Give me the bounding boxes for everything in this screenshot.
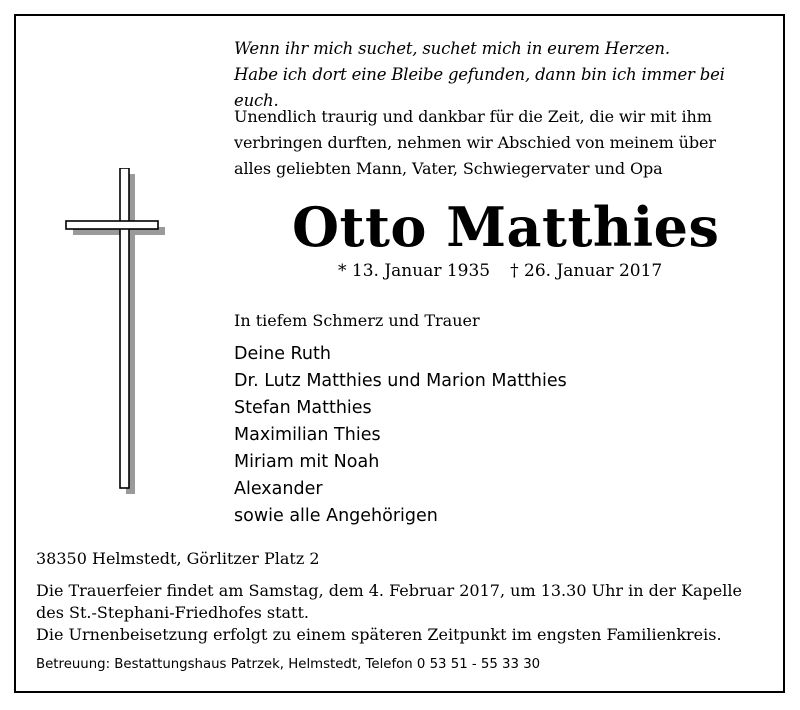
family-member: Alexander: [234, 479, 323, 499]
intro-line: Unendlich traurig und dankbar für die Zeit, die wir mit ihm: [234, 107, 712, 126]
birth-date: * 13. Januar 1935: [338, 261, 491, 281]
poem-line: Habe ich dort eine Bleibe gefunden, dann bin ich immer bei euch.: [234, 65, 725, 110]
mourning-text: In tiefem Schmerz und Trauer: [234, 311, 480, 330]
cross-icon: [60, 168, 170, 502]
family-member: sowie alle Angehörigen: [234, 506, 438, 526]
poem-line: Wenn ihr mich suchet, suchet mich in eurem Herzen.: [234, 39, 670, 58]
funeral-home: Betreuung: Bestattungshaus Patrzek, Helmstedt, Telefon 0 53 51 - 55 33 30: [36, 657, 541, 672]
address: 38350 Helmstedt, Görlitzer Platz 2: [36, 549, 320, 568]
family-member: Dr. Lutz Matthies und Marion Matthies: [234, 371, 567, 391]
service-line: des St.-Stephani-Friedhofes statt.: [36, 603, 309, 622]
family-list: [234, 341, 567, 530]
life-dates: [338, 258, 662, 284]
deceased-name: Otto Matthies: [292, 195, 720, 259]
poem: [234, 36, 774, 114]
service-line: Die Urnenbeisetzung erfolgt zu einem späteren Zeitpunkt im engsten Familienkreis.: [36, 625, 722, 644]
family-member: Maximilian Thies: [234, 425, 381, 445]
family-member: Miriam mit Noah: [234, 452, 380, 472]
intro-text: [234, 104, 754, 182]
death-date: † 26. Januar 2017: [510, 261, 663, 281]
service-info: [36, 580, 771, 646]
intro-line: alles geliebten Mann, Vater, Schwiegervater und Opa: [234, 159, 663, 178]
service-line: Die Trauerfeier findet am Samstag, dem 4. Februar 2017, um 13.30 Uhr in der Kapelle: [36, 581, 742, 600]
intro-line: verbringen durften, nehmen wir Abschied von meinem über: [234, 133, 716, 152]
family-member: Stefan Matthies: [234, 398, 372, 418]
family-member: Deine Ruth: [234, 344, 331, 364]
